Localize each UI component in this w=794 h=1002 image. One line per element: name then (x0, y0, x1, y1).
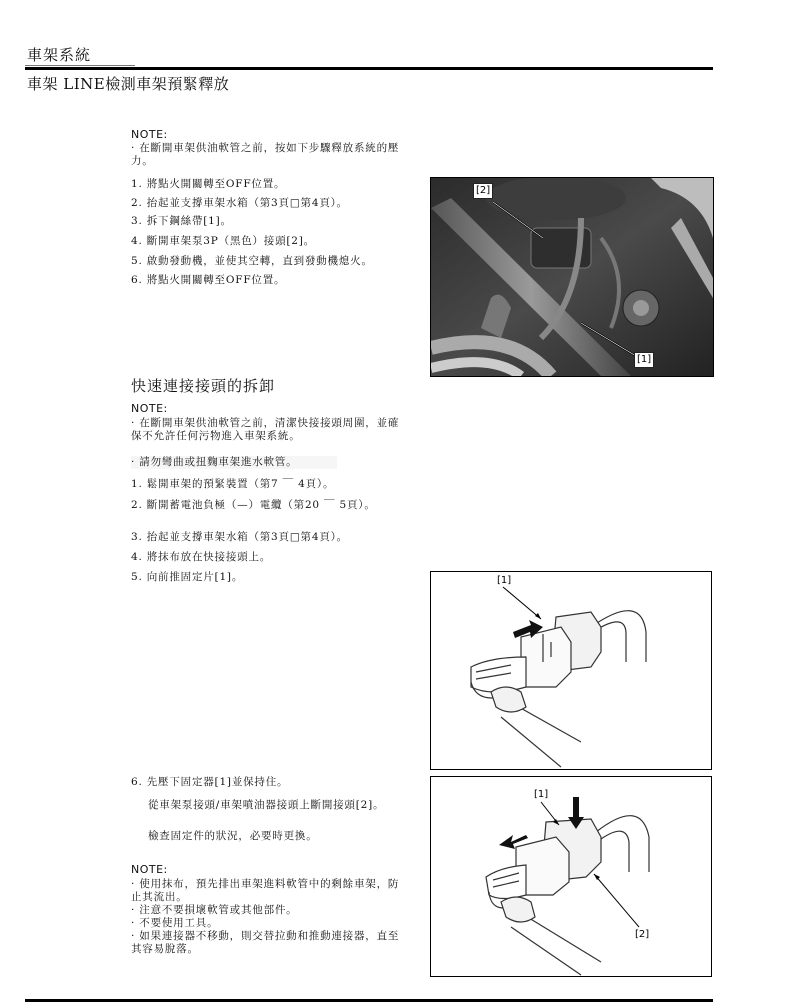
note-line: · 在斷開車架供油軟管之前，按如下步驟釋放系統的壓 (131, 142, 400, 154)
note-line: · 在斷開車架供油軟管之前，清潔快接接頭周圍，並確 (131, 417, 400, 429)
note-line: 止其流出。 (131, 891, 188, 903)
engine-frame-photo-illustration (431, 178, 713, 376)
page-title: 車架 LINE檢測車架預緊釋放 (27, 75, 230, 93)
qc-step-2: 2. 斷開蓄電池負極（—）電纜（第20 ￣ 5頁）。 (131, 499, 376, 511)
section-title: 車架系統 (27, 46, 92, 64)
qc-step-6: 6. 先壓下固定器[1]並保持住。 (131, 776, 289, 788)
note-line: · 注意不要損壞軟管或其他部件。 (131, 904, 298, 916)
quick-connector-push-illustration (431, 572, 711, 769)
callout-1: [1] (634, 352, 654, 368)
caution-text: · 請勿彎曲或扭麴車架進水軟管。 (131, 456, 337, 469)
step-5: 5. 啟動發動機，並使其空轉，直到發動機熄火。 (131, 255, 373, 267)
qc-step-3: 3. 抬起並支撐車架水箱（第3頁□第4頁）。 (131, 531, 348, 543)
note-text (131, 878, 399, 956)
note-line: · 如果連接器不移動，則交替拉動和推動連接器，直至 (131, 930, 400, 942)
figure-disconnect-connector (430, 776, 712, 977)
note-text (131, 417, 399, 443)
callout-1: [1] (497, 575, 512, 586)
callout-2: [2] (473, 183, 493, 199)
note-label: NOTE: (131, 128, 168, 141)
photo-fuel-pump-connector (430, 177, 714, 377)
callout-2: [2] (635, 929, 650, 940)
header-divider (25, 67, 713, 70)
note-line: · 使用抹布，預先排出車架進料軟管中的剩餘車架，防 (131, 878, 400, 890)
figure-push-retainer (430, 571, 712, 770)
step-3: 3. 拆下鋼絲帶[1]。 (131, 215, 232, 227)
note-line: 保不允許任何污物進入車架系統。 (131, 430, 301, 442)
note-line: · 不要使用工具。 (131, 917, 219, 929)
header-divider-accent (25, 65, 135, 66)
quick-connector-disconnect-illustration (431, 777, 711, 976)
note-line: 力。 (131, 155, 154, 167)
qc-step-1: 1. 鬆開車架的預緊裝置（第7 ￣ 4頁）。 (131, 478, 335, 490)
section-heading: 快速連接接頭的拆卸 (131, 377, 276, 395)
qc-step-5: 5. 向前推固定片[1]。 (131, 571, 244, 583)
note-text (131, 142, 399, 168)
qc-step-6-sub-1: 從車架泵接頭/車架噴油器接頭上斷開接頭[2]。 (148, 799, 385, 811)
qc-step-4: 4. 將抹布放在快接接頭上。 (131, 551, 272, 563)
note-label: NOTE: (131, 402, 168, 415)
qc-step-6-sub-2: 檢查固定件的狀況，必要時更換。 (148, 830, 318, 842)
note-line: 其容易脫落。 (131, 943, 199, 955)
step-6: 6. 將點火開關轉至OFF位置。 (131, 274, 286, 286)
step-4: 4. 斷開車架泵3P（黑色）接頭[2]。 (131, 235, 315, 247)
step-2: 2. 抬起並支撐車架水箱（第3頁□第4頁）。 (131, 197, 348, 209)
step-1: 1. 將點火開關轉至OFF位置。 (131, 178, 286, 190)
note-label: NOTE: (131, 863, 168, 876)
callout-1: [1] (534, 789, 549, 800)
